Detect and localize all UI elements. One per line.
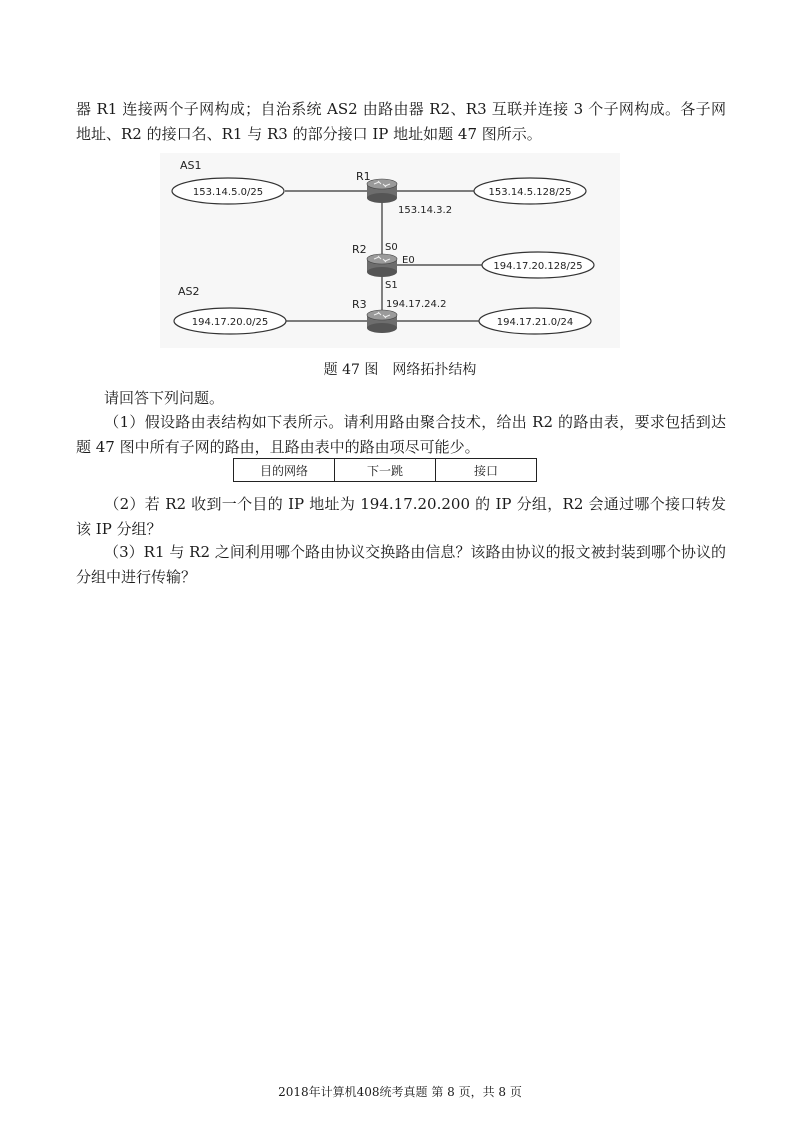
subnet-r2-e0 (482, 252, 594, 278)
question-1 (76, 410, 726, 460)
subnet-label: 194.17.20.128/25 (493, 261, 583, 272)
column-destination: 目的网络 (234, 459, 335, 482)
question-3 (76, 540, 726, 590)
figure-caption: 题 47 图 网络拓扑结构 (323, 362, 477, 378)
subnet-label: 153.14.5.0/25 (192, 187, 264, 198)
s1-label: S1 (385, 280, 398, 291)
e0-label: E0 (402, 255, 415, 266)
s0-label: S0 (385, 242, 398, 253)
router-r1-icon (367, 179, 397, 203)
subnet-label: 153.14.5.128/25 (488, 187, 572, 198)
intro-paragraph: 器 R1 连接两个子网构成；自治系统 AS2 由路由器 R2、R3 互联并连接 3 个子网构成。各子网地址、R2 的接口名、R1 与 R3 的部分接口 IP 地址如题 47 图所示。 (76, 100, 726, 143)
question-2 (76, 492, 726, 542)
question-2-text: （2）若 R2 收到一个目的 IP 地址为 194.17.20.200 的 IP 分组，R2 会通过哪个接口转发该 IP 分组？ (76, 495, 726, 538)
question-1-text: （1）假设路由表结构如下表所示。请利用路由聚合技术，给出 R2 的路由表，要求包括到达题 47 图中所有子网的路由，且路由表中的路由项尽可能少。 (76, 413, 726, 456)
r3-ip-label: 194.17.24.2 (386, 299, 447, 310)
page-footer: 2018年计算机408统考真题 第 8 页，共 8 页 (278, 1085, 522, 1099)
network-topology-figure (160, 153, 620, 348)
column-interface: 接口 (436, 459, 537, 482)
subnet-as2-right (479, 308, 591, 334)
as2-label: AS2 (178, 285, 200, 298)
router-r2-icon (367, 254, 397, 277)
router-r1-label: R1 (356, 170, 371, 183)
subnet-as1-left (172, 178, 284, 204)
subnet-label: 194.17.20.0/25 (191, 317, 269, 328)
answer-prompt: 请回答下列问题。 (104, 389, 225, 407)
subnet-as1-right (474, 178, 586, 204)
subnet-as2-left (174, 308, 286, 334)
routing-table-header-row (234, 459, 537, 482)
router-r2-label: R2 (352, 243, 367, 256)
question-3-text: （3）R1 与 R2 之间利用哪个路由协议交换路由信息？该路由协议的报文被封装到哪个协议的分组中进行传输？ (76, 543, 726, 586)
as1-label: AS1 (180, 159, 202, 172)
r1-ip-label: 153.14.3.2 (398, 205, 453, 216)
column-next-hop: 下一跳 (335, 459, 436, 482)
subnet-label: 194.17.21.0/24 (496, 317, 574, 328)
topology-diagram (160, 153, 620, 348)
router-r3-label: R3 (352, 298, 367, 311)
router-r3-icon (367, 310, 397, 333)
routing-table (233, 458, 537, 482)
